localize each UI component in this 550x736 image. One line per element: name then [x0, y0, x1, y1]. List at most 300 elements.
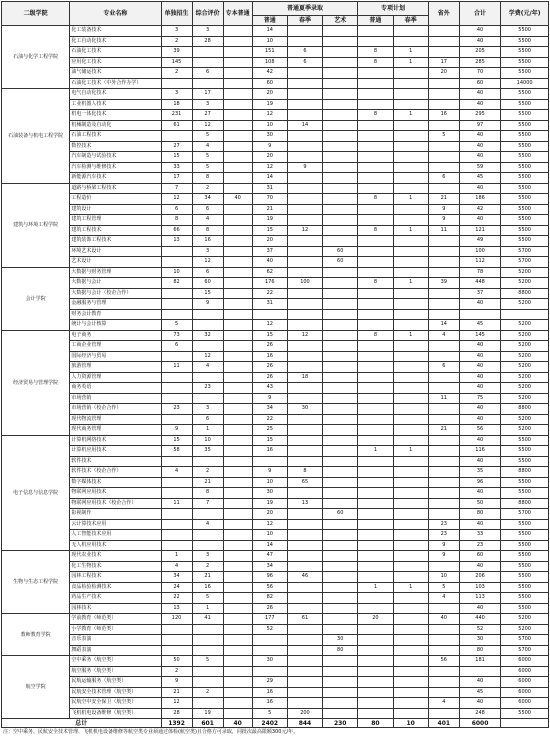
col-special-general: 普通 [358, 16, 393, 26]
cell-special-general [358, 372, 393, 383]
cell-zhuanben [223, 572, 252, 583]
cell-special-general [358, 162, 393, 173]
cell-out-of-province [428, 309, 459, 320]
cell-special-spring [393, 698, 428, 709]
cell-tuition: 5500 [501, 183, 549, 194]
cell-single: 34 [161, 572, 192, 583]
cell-art [323, 383, 358, 394]
cell-tuition: 5500 [501, 477, 549, 488]
cell-zhuanben [223, 404, 252, 415]
cell-art [323, 26, 358, 37]
cell-spring [287, 89, 322, 100]
cell-tuition: 5500 [501, 110, 549, 121]
cell-comprehensive: 5 [192, 656, 223, 667]
cell-out-of-province [428, 351, 459, 362]
major-name: 影视制作 [70, 509, 161, 520]
cell-single: 82 [161, 278, 192, 289]
major-name: 民航安全技术管理（航空类） [70, 687, 161, 698]
cell-special-general [358, 89, 393, 100]
cell-general: 20 [252, 89, 287, 100]
cell-art: 60 [323, 246, 358, 257]
cell-art [323, 152, 358, 163]
cell-out-of-province [428, 372, 459, 383]
table-row [2, 330, 549, 341]
cell-special-general [358, 173, 393, 184]
cell-comprehensive [192, 320, 223, 331]
cell-tuition: 6000 [501, 677, 549, 688]
cell-comprehensive [192, 624, 223, 635]
cell-single: 2 [161, 68, 192, 79]
cell-spring [287, 78, 322, 89]
cell-total: 23 [459, 540, 500, 551]
cell-comprehensive: 34 [192, 194, 223, 205]
major-name: 物联网应用技术 [70, 488, 161, 499]
major-name: 大数据与会计 [70, 278, 161, 289]
cell-art [323, 708, 358, 719]
cell-tuition: 5200 [501, 614, 549, 625]
totals-special-general: 80 [358, 719, 393, 728]
table-row [2, 666, 549, 677]
cell-total: 40 [459, 698, 500, 709]
cell-general: 177 [252, 614, 287, 625]
cell-zhuanben [223, 257, 252, 268]
cell-special-spring [393, 509, 428, 520]
cell-comprehensive: 2 [192, 687, 223, 698]
cell-tuition: 5200 [501, 425, 549, 436]
cell-special-general [358, 26, 393, 37]
cell-total: 285 [459, 57, 500, 68]
cell-art [323, 593, 358, 604]
cell-tuition: 5500 [501, 141, 549, 152]
table-row [2, 120, 549, 131]
cell-art [323, 173, 358, 184]
table-row [2, 614, 549, 625]
col-special-group: 专项计划 [358, 2, 428, 16]
cell-out-of-province [428, 383, 459, 394]
cell-spring [287, 540, 322, 551]
cell-special-spring [393, 26, 428, 37]
totals-general: 2402 [252, 719, 287, 728]
cell-art [323, 425, 358, 436]
cell-spring [287, 267, 322, 278]
cell-special-general [358, 603, 393, 614]
cell-general: 12 [252, 162, 287, 173]
cell-total: 56 [459, 425, 500, 436]
cell-out-of-province [428, 267, 459, 278]
cell-out-of-province [428, 488, 459, 499]
cell-comprehensive: 2 [192, 183, 223, 194]
major-name: 音乐表演 [70, 635, 161, 646]
cell-out-of-province [428, 36, 459, 47]
cell-tuition: 5200 [501, 330, 549, 341]
cell-out-of-province: 5 [428, 582, 459, 593]
cell-spring [287, 110, 322, 121]
cell-general: 14 [252, 26, 287, 37]
cell-tuition: 5500 [501, 572, 549, 583]
cell-zhuanben [223, 687, 252, 698]
table-row [2, 288, 549, 299]
cell-spring: 6 [287, 57, 322, 68]
major-name: 计算机应用技术 [70, 446, 161, 457]
table-row [2, 456, 549, 467]
major-name: 飞机机电设备维修（航空类） [70, 708, 161, 719]
school-cell: 会计学院 [2, 267, 70, 330]
school-cell: 石油装备与机电工程学院 [2, 89, 70, 184]
cell-out-of-province [428, 288, 459, 299]
table-row [2, 267, 549, 278]
cell-tuition: 5500 [501, 435, 549, 446]
cell-single: 12 [161, 194, 192, 205]
cell-out-of-province: 11 [428, 393, 459, 404]
cell-spring [287, 656, 322, 667]
cell-tuition: 5500 [501, 215, 549, 226]
cell-general: 9 [252, 141, 287, 152]
cell-zhuanben [223, 666, 252, 677]
cell-tuition: 8800 [501, 404, 549, 415]
cell-zhuanben [223, 530, 252, 541]
cell-comprehensive: 12 [192, 351, 223, 362]
cell-tuition: 5200 [501, 267, 549, 278]
table-row [2, 477, 549, 488]
cell-general: 26 [252, 603, 287, 614]
cell-out-of-province: 20 [428, 68, 459, 79]
cell-single: 4 [161, 561, 192, 572]
table-row [2, 183, 549, 194]
cell-general: 14 [252, 173, 287, 184]
cell-out-of-province [428, 603, 459, 614]
cell-comprehensive: 41 [192, 614, 223, 625]
cell-tuition: 5500 [501, 582, 549, 593]
cell-zhuanben [223, 509, 252, 520]
cell-special-spring [393, 309, 428, 320]
cell-single: 3 [161, 89, 192, 100]
cell-comprehensive: 16 [192, 236, 223, 247]
cell-special-general [358, 519, 393, 530]
cell-comprehensive: 9 [192, 299, 223, 310]
cell-out-of-province: 17 [428, 57, 459, 68]
cell-tuition: 8800 [501, 288, 549, 299]
cell-total: 40 [459, 26, 500, 37]
col-zhuanben: 专本普通 [223, 2, 252, 26]
cell-tuition: 5200 [501, 299, 549, 310]
cell-total: 40 [459, 435, 500, 446]
cell-art [323, 404, 358, 415]
cell-total: 78 [459, 267, 500, 278]
cell-art [323, 99, 358, 110]
cell-single: 2 [161, 36, 192, 47]
cell-special-spring [393, 614, 428, 625]
cell-comprehensive [192, 47, 223, 58]
cell-comprehensive: 15 [192, 288, 223, 299]
cell-special-spring [393, 519, 428, 530]
cell-comprehensive [192, 341, 223, 352]
major-name: 园林技术 [70, 603, 161, 614]
cell-zhuanben [223, 561, 252, 572]
totals-comprehensive: 601 [192, 719, 223, 728]
cell-general: 42 [252, 68, 287, 79]
cell-comprehensive: 5 [192, 593, 223, 604]
cell-zhuanben [223, 645, 252, 656]
cell-general: 151 [252, 47, 287, 58]
cell-general: 15 [252, 435, 287, 446]
table-row [2, 204, 549, 215]
cell-spring [287, 425, 322, 436]
cell-comprehensive [192, 57, 223, 68]
cell-comprehensive: 60 [192, 278, 223, 289]
cell-art [323, 467, 358, 478]
cell-general: 52 [252, 624, 287, 635]
cell-art [323, 582, 358, 593]
cell-special-general: 1 [358, 446, 393, 457]
cell-general: 43 [252, 383, 287, 394]
major-name: 航空服务（航空类） [70, 666, 161, 677]
cell-tuition: 5200 [501, 320, 549, 331]
cell-zhuanben [223, 351, 252, 362]
cell-special-spring [393, 162, 428, 173]
cell-zhuanben [223, 393, 252, 404]
cell-spring [287, 446, 322, 457]
cell-single [161, 393, 192, 404]
cell-out-of-province [428, 341, 459, 352]
cell-general: 26 [252, 372, 287, 383]
table-row [2, 299, 549, 310]
cell-comprehensive: 3 [192, 551, 223, 562]
table-row [2, 372, 549, 383]
cell-out-of-province: 16 [428, 110, 459, 121]
totals-special-spring: 10 [393, 719, 428, 728]
cell-out-of-province [428, 141, 459, 152]
cell-special-general [358, 708, 393, 719]
cell-tuition: 5500 [501, 162, 549, 173]
cell-general: 34 [252, 404, 287, 415]
cell-art [323, 572, 358, 583]
cell-out-of-province [428, 414, 459, 425]
cell-comprehensive: 32 [192, 330, 223, 341]
cell-art [323, 330, 358, 341]
cell-zhuanben [223, 236, 252, 247]
table-row [2, 561, 549, 572]
cell-special-general [358, 320, 393, 331]
school-cell: 石油与化学工程学院 [2, 26, 70, 89]
major-name: 建筑工程技术 [70, 225, 161, 236]
cell-art [323, 414, 358, 425]
cell-total: 145 [459, 330, 500, 341]
cell-comprehensive [192, 666, 223, 677]
cell-art [323, 603, 358, 614]
major-name: 石油化工技术（中外合作办学） [70, 78, 161, 89]
table-row [2, 78, 549, 89]
cell-art [323, 498, 358, 509]
cell-comprehensive: 8 [192, 173, 223, 184]
cell-out-of-province [428, 26, 459, 37]
table-row [2, 47, 549, 58]
cell-tuition: 5500 [501, 204, 549, 215]
cell-tuition: 5500 [501, 236, 549, 247]
cell-special-general [358, 677, 393, 688]
cell-general: 9 [252, 393, 287, 404]
major-name: 现代商务管理 [70, 425, 161, 436]
cell-total: 40 [459, 351, 500, 362]
cell-special-spring [393, 666, 428, 677]
major-name: 人力资源管理 [70, 372, 161, 383]
cell-comprehensive: 4 [192, 215, 223, 226]
cell-comprehensive [192, 309, 223, 320]
cell-single [161, 383, 192, 394]
cell-total: 112 [459, 257, 500, 268]
cell-special-spring [393, 372, 428, 383]
cell-tuition: 5700 [501, 257, 549, 268]
cell-special-spring [393, 131, 428, 142]
cell-out-of-province [428, 677, 459, 688]
cell-special-spring [393, 498, 428, 509]
cell-special-general [358, 425, 393, 436]
cell-general: 16 [252, 698, 287, 709]
table-row [2, 246, 549, 257]
cell-out-of-province: 14 [428, 320, 459, 331]
major-name: 数控技术 [70, 141, 161, 152]
cell-special-spring [393, 561, 428, 572]
cell-art [323, 204, 358, 215]
cell-out-of-province [428, 498, 459, 509]
cell-total: 40 [459, 183, 500, 194]
cell-special-general [358, 635, 393, 646]
cell-out-of-province [428, 467, 459, 478]
cell-special-general [358, 288, 393, 299]
cell-total: 40 [459, 404, 500, 415]
cell-spring [287, 152, 322, 163]
cell-total: 40 [459, 341, 500, 352]
cell-total: 45 [459, 173, 500, 184]
cell-zhuanben [223, 36, 252, 47]
table-row [2, 131, 549, 142]
cell-general: 19 [252, 498, 287, 509]
cell-art [323, 194, 358, 205]
cell-special-spring [393, 488, 428, 499]
school-cell: 建筑与环境工程学院 [2, 183, 70, 267]
cell-tuition: 5500 [501, 530, 549, 541]
table-row [2, 708, 549, 719]
cell-single: 58 [161, 446, 192, 457]
cell-tuition: 5200 [501, 278, 549, 289]
totals-single: 1392 [161, 719, 192, 728]
cell-comprehensive: 2 [192, 561, 223, 572]
cell-total: 40 [459, 36, 500, 47]
cell-special-general [358, 78, 393, 89]
cell-special-spring [393, 99, 428, 110]
cell-single: 24 [161, 582, 192, 593]
cell-single [161, 372, 192, 383]
cell-single: 120 [161, 614, 192, 625]
cell-special-spring [393, 267, 428, 278]
cell-out-of-province: 40 [428, 614, 459, 625]
cell-out-of-province: 11 [428, 225, 459, 236]
cell-special-general [358, 404, 393, 415]
cell-comprehensive: 21 [192, 477, 223, 488]
cell-total: 40 [459, 383, 500, 394]
cell-general: 21 [252, 204, 287, 215]
cell-general: 47 [252, 551, 287, 562]
col-single: 单独招生 [161, 2, 192, 26]
cell-single: 18 [161, 99, 192, 110]
cell-out-of-province: 4 [428, 593, 459, 604]
cell-general: 14 [252, 540, 287, 551]
cell-total: 205 [459, 47, 500, 58]
cell-special-general: 8 [358, 278, 393, 289]
cell-total: 206 [459, 572, 500, 583]
cell-special-general [358, 540, 393, 551]
cell-general: 20 [252, 509, 287, 520]
cell-total: 80 [459, 509, 500, 520]
cell-general: 16 [252, 351, 287, 362]
cell-single [161, 624, 192, 635]
cell-general: 82 [252, 593, 287, 604]
cell-spring [287, 131, 322, 142]
table-row [2, 320, 549, 331]
cell-special-spring [393, 393, 428, 404]
cell-spring [287, 488, 322, 499]
cell-zhuanben [223, 362, 252, 373]
footnote: 注：空中乘务、民航安全技术管理、飞机机电设备维修等航空类专业须通过体检(航空类)且合格方可录取，同批次最高限额300元/年。 [3, 729, 299, 735]
cell-special-spring: 1 [393, 194, 428, 205]
cell-tuition: 5700 [501, 645, 549, 656]
cell-tuition: 5500 [501, 68, 549, 79]
cell-single: 2 [161, 666, 192, 677]
cell-single: 11 [161, 498, 192, 509]
table-row [2, 68, 549, 79]
cell-general: 10 [252, 530, 287, 541]
cell-single [161, 78, 192, 89]
table-row [2, 435, 549, 446]
cell-comprehensive: 23 [192, 383, 223, 394]
cell-spring [287, 183, 322, 194]
cell-special-spring [393, 603, 428, 614]
cell-special-general [358, 593, 393, 604]
cell-single: 28 [161, 708, 192, 719]
cell-zhuanben [223, 414, 252, 425]
cell-zhuanben [223, 68, 252, 79]
col-general: 普通 [252, 16, 287, 26]
school-cell: 经济贸易与管理学院 [2, 330, 70, 435]
cell-special-spring [393, 414, 428, 425]
cell-single: 7 [161, 183, 192, 194]
cell-spring [287, 351, 322, 362]
cell-special-general [358, 36, 393, 47]
cell-comprehensive: 28 [192, 36, 223, 47]
cell-total [459, 666, 500, 677]
major-name: 软件技术（校企合作） [70, 467, 161, 478]
cell-comprehensive [192, 645, 223, 656]
table-row [2, 89, 549, 100]
cell-total: 45 [459, 687, 500, 698]
cell-single: 61 [161, 120, 192, 131]
cell-special-spring: 1 [393, 57, 428, 68]
cell-comprehensive: 7 [192, 498, 223, 509]
table-row [2, 110, 549, 121]
cell-art [323, 215, 358, 226]
cell-spring [287, 519, 322, 530]
table-row [2, 173, 549, 184]
cell-special-general [358, 309, 393, 320]
cell-zhuanben [223, 593, 252, 604]
cell-comprehensive: 8 [192, 225, 223, 236]
cell-comprehensive: 27 [192, 110, 223, 121]
cell-special-spring: 1 [393, 47, 428, 58]
cell-total: 59 [459, 162, 500, 173]
totals-out-of-province: 401 [428, 719, 459, 728]
totals-zhuanben: 40 [223, 719, 252, 728]
cell-tuition: 5500 [501, 36, 549, 47]
cell-comprehensive: 4 [192, 362, 223, 373]
